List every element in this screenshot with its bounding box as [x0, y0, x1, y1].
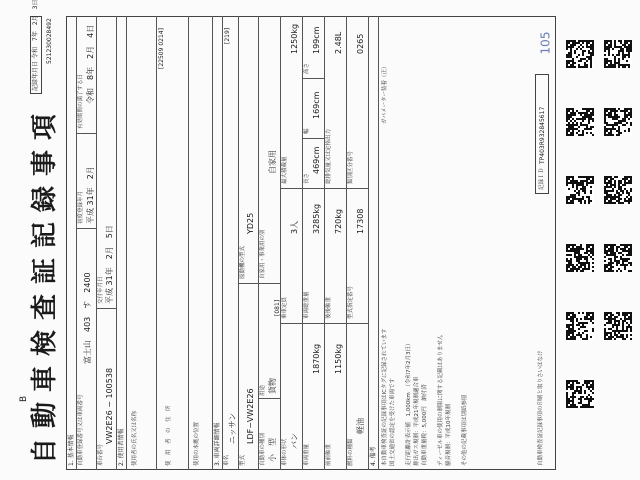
body-shape-label: 車体の形状: [282, 438, 288, 466]
user-address-label: 使 用 者 の 住 所: [166, 405, 172, 466]
gross-weight-value: 3285kg: [312, 203, 321, 234]
height-label: 高さ: [304, 62, 310, 74]
qr-code: [566, 108, 594, 136]
document-serial: 521230028492: [46, 18, 53, 64]
fuel-value: 軽油: [356, 418, 365, 434]
reg-number-label: 自動車登録番号又は車両番号: [78, 394, 84, 466]
displacement-label: 総排気量又は定格出力: [326, 128, 332, 184]
rotated-inspection-record: [19, 0, 565, 480]
document-title: 自動車検査証記録事項: [30, 103, 60, 464]
capacity-label: 乗車定員: [282, 296, 288, 319]
section-vehicle-heading: 3. 車両詳細情報: [214, 422, 221, 466]
fuel-label: 燃料の種類: [348, 438, 354, 466]
gross-weight-label: 車両総重量: [304, 291, 310, 319]
kind-value: 小 型: [268, 438, 277, 462]
user-code: [22509 0214]: [158, 28, 165, 69]
reg-number-value: 富士山 403 す 2400: [83, 272, 92, 364]
use-label: 用途: [260, 384, 266, 396]
owner-type-value: 自家用: [268, 150, 277, 174]
displacement-value: 2.48L: [334, 31, 343, 54]
qr-code: [566, 244, 594, 272]
remark-line: 自動車重量税：5,000円 納付済: [422, 384, 428, 466]
qr-code: [604, 176, 632, 204]
qr-code: [566, 380, 594, 408]
record-id-label: 記録ＩＤ: [539, 167, 545, 190]
maker-code: [219]: [224, 27, 231, 44]
use-value: 貨物: [268, 378, 277, 394]
weight-label: 車両重量: [304, 443, 310, 466]
handwritten-number: 105: [538, 31, 553, 55]
class-number-label: 類別区分番号: [348, 150, 354, 184]
weight-value: 1870kg: [312, 343, 321, 374]
main-frame: [66, 16, 556, 470]
section-remarks-heading: 4. 備考: [370, 446, 377, 466]
issue-label: 交付年月日: [98, 276, 104, 304]
user-name-label: 使用者の氏名又は名称: [132, 410, 138, 466]
front-axle-label: 前前軸重: [326, 443, 332, 466]
qr-code: [604, 40, 632, 68]
remark-line: 国土交通省の認定を受けた車両です: [390, 377, 396, 466]
owner-type-label: 自家用・事業用の別: [260, 229, 266, 279]
front-axle-value: 1150kg: [334, 343, 343, 374]
qr-code: [566, 312, 594, 340]
rear-axle-label: 後後軸重: [326, 296, 332, 319]
max-load-label: 最大積載量: [282, 156, 288, 184]
length-label: 長さ: [304, 172, 310, 184]
issue-value: 平成 31年 2月 5日: [105, 225, 114, 304]
width-label: 幅: [304, 128, 310, 134]
model-label: 型式: [240, 454, 246, 466]
engine-value: YD25: [246, 212, 255, 234]
rear-axle-value: 720kg: [334, 209, 343, 234]
base-location-label: 使用の本拠の位置: [194, 421, 200, 466]
remark-line: ディーゼル車の使用の制限に関する記載はありません: [438, 334, 444, 466]
length-value: 469cm: [312, 146, 321, 174]
width-value: 169cm: [312, 91, 321, 119]
type-number-label: 型式指定番号: [348, 285, 354, 319]
record-id-value: TP403R932845617: [539, 106, 546, 164]
chassis-value: VW2E26 − 100538: [105, 367, 114, 444]
engine-label: 原動機の型式: [240, 245, 246, 279]
remark-line: 排出ガス規制：平成21年規制適合車: [414, 376, 420, 466]
remark-line: その他の記載事項は別紙参照: [462, 394, 468, 466]
capacity-code: [081]: [274, 299, 281, 316]
capacity-value: 3人: [290, 220, 299, 234]
max-load-value: 1250kg: [290, 23, 299, 54]
record-date-value: 令和 7年 2月 3日: [32, 0, 39, 59]
maker-value: ニッサン: [228, 412, 237, 444]
qr-code: [604, 312, 632, 340]
qr-code: [566, 40, 594, 68]
section-basic-heading: 1. 基本情報: [68, 434, 75, 466]
maker-label: 車名: [224, 454, 230, 466]
qr-code: [604, 244, 632, 272]
governor-note: ガバメーター装着（正）: [382, 63, 388, 124]
expiry-value: 令和 8年 2月 4日: [86, 24, 95, 104]
document-mark: B: [19, 395, 29, 402]
system-note: 自動車検査証記録事項の印刷と取りさいはなけ: [538, 350, 544, 466]
class-number-value: 0265: [356, 33, 365, 54]
model-value: LDF−VW2E26: [246, 388, 255, 444]
remark-line: 騒音規制：平成10年規制: [446, 404, 452, 466]
remark-line: 本自動車検査証の記録事項はICタグに記録されています: [382, 328, 388, 466]
first-reg-value: 平成 31年 2月: [86, 166, 95, 224]
qr-code: [566, 176, 594, 204]
qr-code: [604, 108, 632, 136]
remark-line: 走行距離計表示値 1,000km （令和7年2月3日）: [406, 340, 412, 466]
body-shape-value: バン: [290, 433, 299, 449]
type-number-value: 17308: [356, 208, 365, 234]
section-user-heading: 2. 使用者情報: [118, 428, 125, 466]
height-value: 199cm: [312, 26, 321, 54]
kind-label: 自動車の種別: [260, 432, 266, 466]
first-reg-label: 初度登録年月: [78, 190, 84, 224]
record-date-label: 記録年月日: [32, 60, 39, 91]
chassis-label: 車台番号: [98, 443, 104, 466]
expiry-label: 有効期間の満了する日: [78, 73, 84, 129]
